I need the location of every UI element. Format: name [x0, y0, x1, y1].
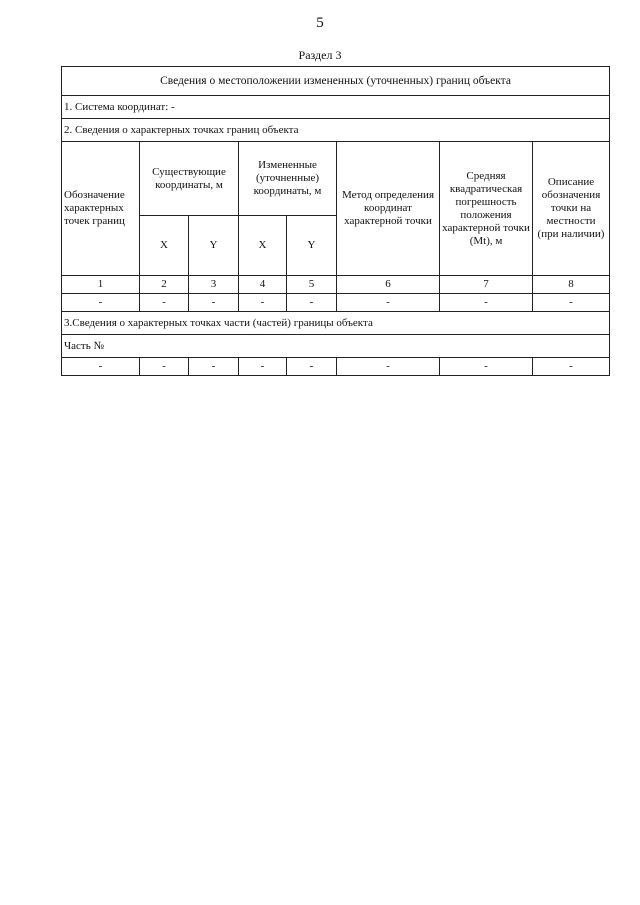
header-method: Метод определения координат характерной точки [337, 142, 440, 276]
table-cell: - [62, 294, 140, 312]
header-changed-x: X [239, 216, 287, 276]
header-existing-coords: Существующие координаты, м [140, 142, 239, 216]
table-cell: - [337, 358, 440, 376]
header-existing-y: Y [189, 216, 239, 276]
column-numbers-row [62, 276, 610, 294]
table-cell: - [337, 294, 440, 312]
header-changed-y: Y [287, 216, 337, 276]
header-error: Средняя квадратическая погрешность положения характерной точки (Mt), м [440, 142, 533, 276]
parts-section-row [62, 312, 610, 335]
table-cell: - [440, 294, 533, 312]
page-number: 5 [316, 15, 324, 31]
coord-system-row [62, 96, 610, 119]
table-title-row [62, 67, 610, 96]
section-title: Раздел 3 [298, 48, 342, 62]
table-cell: - [287, 294, 337, 312]
table-cell: - [140, 294, 189, 312]
points-section-label: 2. Сведения о характерных точках границ объекта [62, 119, 610, 142]
table-cell: - [440, 358, 533, 376]
parts-section-label: 3.Сведения о характерных точках части (частей) границы объекта [62, 312, 610, 335]
part-number-label: Часть № [62, 335, 610, 358]
table-cell: - [239, 294, 287, 312]
header-existing-x: X [140, 216, 189, 276]
column-number: 3 [189, 276, 239, 294]
table-cell: - [62, 358, 140, 376]
column-number: 4 [239, 276, 287, 294]
header-changed-coords: Измененные (уточненные) координаты, м [239, 142, 337, 216]
column-number: 7 [440, 276, 533, 294]
column-number: 1 [62, 276, 140, 294]
table-cell: - [533, 294, 610, 312]
column-number: 5 [287, 276, 337, 294]
table-cell: - [140, 358, 189, 376]
boundaries-table [61, 66, 610, 376]
column-number: 8 [533, 276, 610, 294]
table-cell: - [287, 358, 337, 376]
column-number: 6 [337, 276, 440, 294]
table-cell: - [239, 358, 287, 376]
part-label-row [62, 335, 610, 358]
column-number: 2 [140, 276, 189, 294]
table-cell: - [533, 358, 610, 376]
header-designation: Обозначение характерных точек границ [62, 142, 140, 276]
table-cell: - [189, 294, 239, 312]
header-description: Описание обозначения точки на местности (при наличии) [533, 142, 610, 276]
header-row-1 [62, 142, 610, 216]
points-data-row [62, 294, 610, 312]
points-section-row [62, 119, 610, 142]
parts-data-row [62, 358, 610, 376]
table-cell: - [189, 358, 239, 376]
coord-system-label: 1. Система координат: - [62, 96, 610, 119]
table-title: Сведения о местоположении измененных (уточненных) границ объекта [62, 67, 610, 96]
